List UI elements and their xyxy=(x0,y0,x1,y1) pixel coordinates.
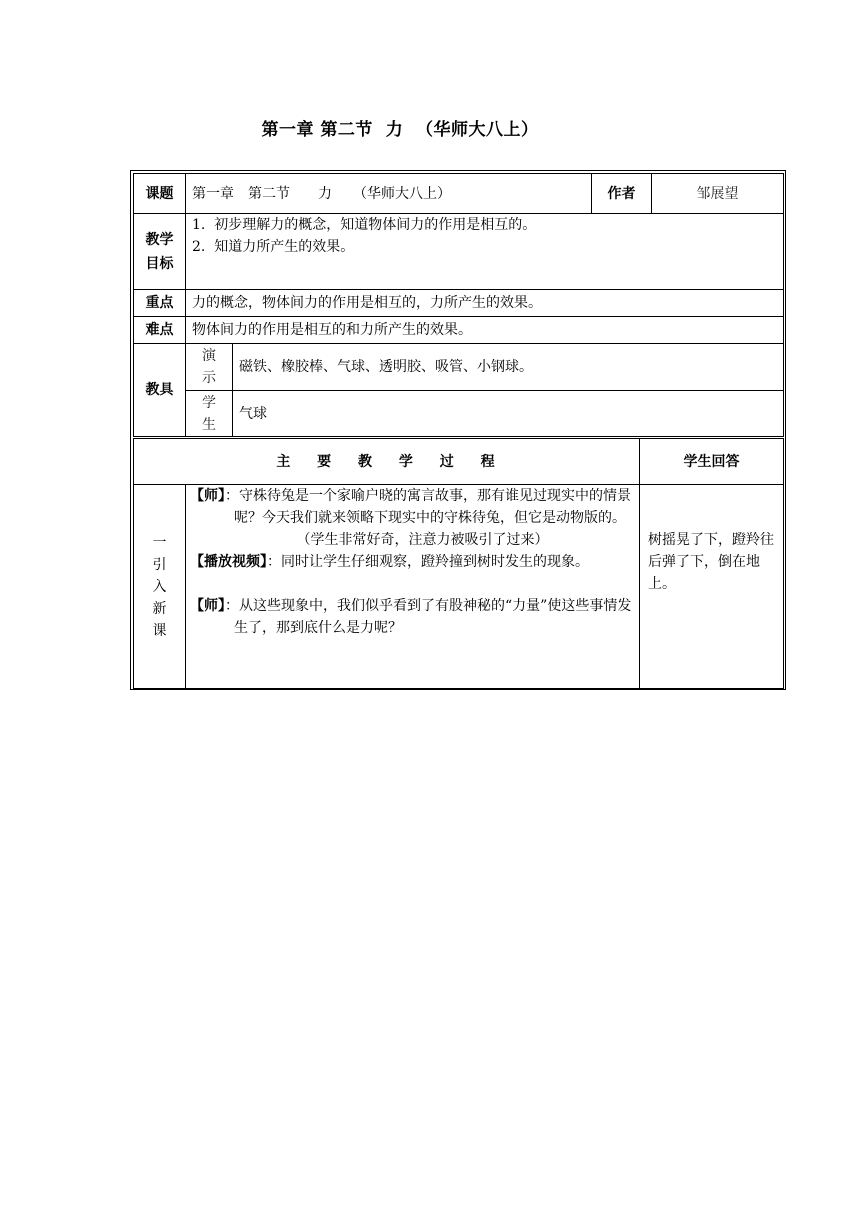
process-content xyxy=(186,485,640,689)
goals-label-line-2: 目标 xyxy=(145,255,174,272)
demo-label xyxy=(186,344,233,391)
goals-row xyxy=(134,214,784,290)
difficulty-value: 物体间力的作用是相互的和力所产生的效果。 xyxy=(186,317,784,344)
goals-label-line-1: 教学 xyxy=(145,231,174,248)
goals-value xyxy=(186,214,784,290)
teacher-text-1: ：守株待兔是一个家喻户晓的寓言故事，那有谁见过现实中的情景呢？今天我们就来领略下现实中的守株待兔，但它是动物版的。 xyxy=(225,488,631,526)
demo-label-line-1: 演 xyxy=(202,348,216,364)
key-value: 力的概念，物体间力的作用是相互的，力所产生的效果。 xyxy=(186,290,784,317)
video-paragraph xyxy=(190,551,635,573)
teacher-tag-1: 【师】 xyxy=(190,488,225,504)
section-label-char-5: 课 xyxy=(152,622,167,639)
student-label-line-1: 学 xyxy=(202,394,216,411)
author-value: 邹展望 xyxy=(652,174,784,214)
process-answer-header: 学生回答 xyxy=(640,438,784,485)
student-answer: 树摇晃了下，蹬羚往后弹了下，倒在地上。 xyxy=(640,485,784,689)
teacher-paragraph-2 xyxy=(190,595,635,639)
process-main-header: 主 要 教 学 过 程 xyxy=(134,438,640,485)
author-label: 作者 xyxy=(592,174,652,214)
process-body-row xyxy=(134,485,784,689)
demo-value: 磁铁、橡胶棒、气球、透明胶、吸管、小钢球。 xyxy=(233,344,784,391)
teacher-paragraph-1 xyxy=(190,485,635,529)
tools-demo-row xyxy=(134,344,784,391)
goal-item-2: 2. 知道力所产生的效果。 xyxy=(192,239,355,255)
process-header-row xyxy=(134,438,784,485)
difficulty-row xyxy=(134,317,784,344)
topic-value: 第一章 第二节 力 （华师大八上） xyxy=(186,174,592,214)
key-row xyxy=(134,290,784,317)
tools-student-row xyxy=(134,391,784,438)
page-title: 第一章 第二节 力 （华师大八上） xyxy=(261,120,539,140)
section-label xyxy=(134,485,186,689)
topic-label: 课题 xyxy=(134,174,186,214)
student-label-line-2: 生 xyxy=(202,416,216,433)
goals-label xyxy=(134,214,186,290)
section-label-char-4: 新 xyxy=(152,600,167,617)
goal-item-1: 1. 初步理解力的概念，知道物体间力的作用是相互的。 xyxy=(192,217,537,233)
demo-label-line-2: 示 xyxy=(202,370,216,386)
section-label-char-3: 入 xyxy=(152,578,167,595)
teacher-text-2: ：从这些现象中，我们似乎看到了有股神秘的“力量”使这些事情发生了，那到底什么是力呢？ xyxy=(225,598,632,636)
spacer xyxy=(190,573,635,595)
video-tag: 【播放视频】 xyxy=(190,554,267,570)
student-value: 气球 xyxy=(233,391,784,438)
topic-row xyxy=(134,174,784,214)
teacher-tag-2: 【师】 xyxy=(190,598,225,614)
student-reaction: （学生非常好奇，注意力被吸引了过来） xyxy=(296,532,549,548)
tools-label: 教具 xyxy=(134,344,186,438)
lesson-plan-table xyxy=(133,173,784,689)
section-label-char-1: 一 xyxy=(152,534,167,551)
section-label-char-2: 引 xyxy=(152,556,167,573)
difficulty-label: 难点 xyxy=(134,317,186,344)
video-text: ：同时让学生仔细观察，蹬羚撞到树时发生的现象。 xyxy=(267,554,589,570)
student-label xyxy=(186,391,233,438)
key-label: 重点 xyxy=(134,290,186,317)
